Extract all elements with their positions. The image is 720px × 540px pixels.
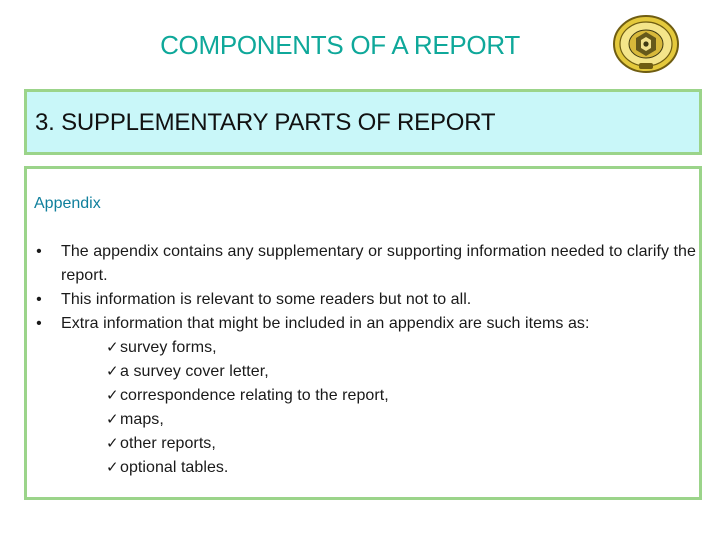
checklist-text: survey forms, xyxy=(120,339,217,356)
checkmark-icon: ✓ xyxy=(106,363,119,380)
checklist-item xyxy=(61,408,697,432)
bullet-icon: • xyxy=(36,243,42,260)
bullet-item xyxy=(27,288,697,312)
bullet-item xyxy=(27,312,697,480)
university-seal-icon xyxy=(612,14,680,74)
bullet-icon: • xyxy=(36,291,42,308)
content-box xyxy=(24,166,702,500)
checklist-item xyxy=(61,432,697,456)
slide-title: COMPONENTS OF A REPORT xyxy=(160,30,520,60)
checkmark-icon: ✓ xyxy=(106,459,119,476)
appendix-subheading: Appendix xyxy=(34,195,101,212)
bullet-text: Extra information that might be included in an appendix are such items as: xyxy=(61,315,590,332)
checklist-item xyxy=(61,384,697,408)
checklist xyxy=(61,336,697,480)
checklist-item xyxy=(61,336,697,360)
bullet-list xyxy=(27,240,697,480)
checklist-text: correspondence relating to the report, xyxy=(120,387,389,404)
checklist-text: a survey cover letter, xyxy=(120,363,269,380)
bullet-text: The appendix contains any supplementary or supporting information needed to clarify the report. xyxy=(61,243,696,284)
checklist-text: optional tables. xyxy=(120,459,229,476)
checkmark-icon: ✓ xyxy=(106,411,119,428)
bullet-icon: • xyxy=(36,315,42,332)
bullet-text: This information is relevant to some readers but not to all. xyxy=(61,291,472,308)
section-heading-box xyxy=(24,89,702,155)
checkmark-icon: ✓ xyxy=(106,435,119,452)
bullet-item xyxy=(27,240,697,288)
checklist-text: other reports, xyxy=(120,435,216,452)
checkmark-icon: ✓ xyxy=(106,387,119,404)
section-heading: 3. SUPPLEMENTARY PARTS OF REPORT xyxy=(35,109,496,136)
checklist-item xyxy=(61,456,697,480)
checkmark-icon: ✓ xyxy=(106,339,119,356)
checklist-text: maps, xyxy=(120,411,164,428)
checklist-item xyxy=(61,360,697,384)
